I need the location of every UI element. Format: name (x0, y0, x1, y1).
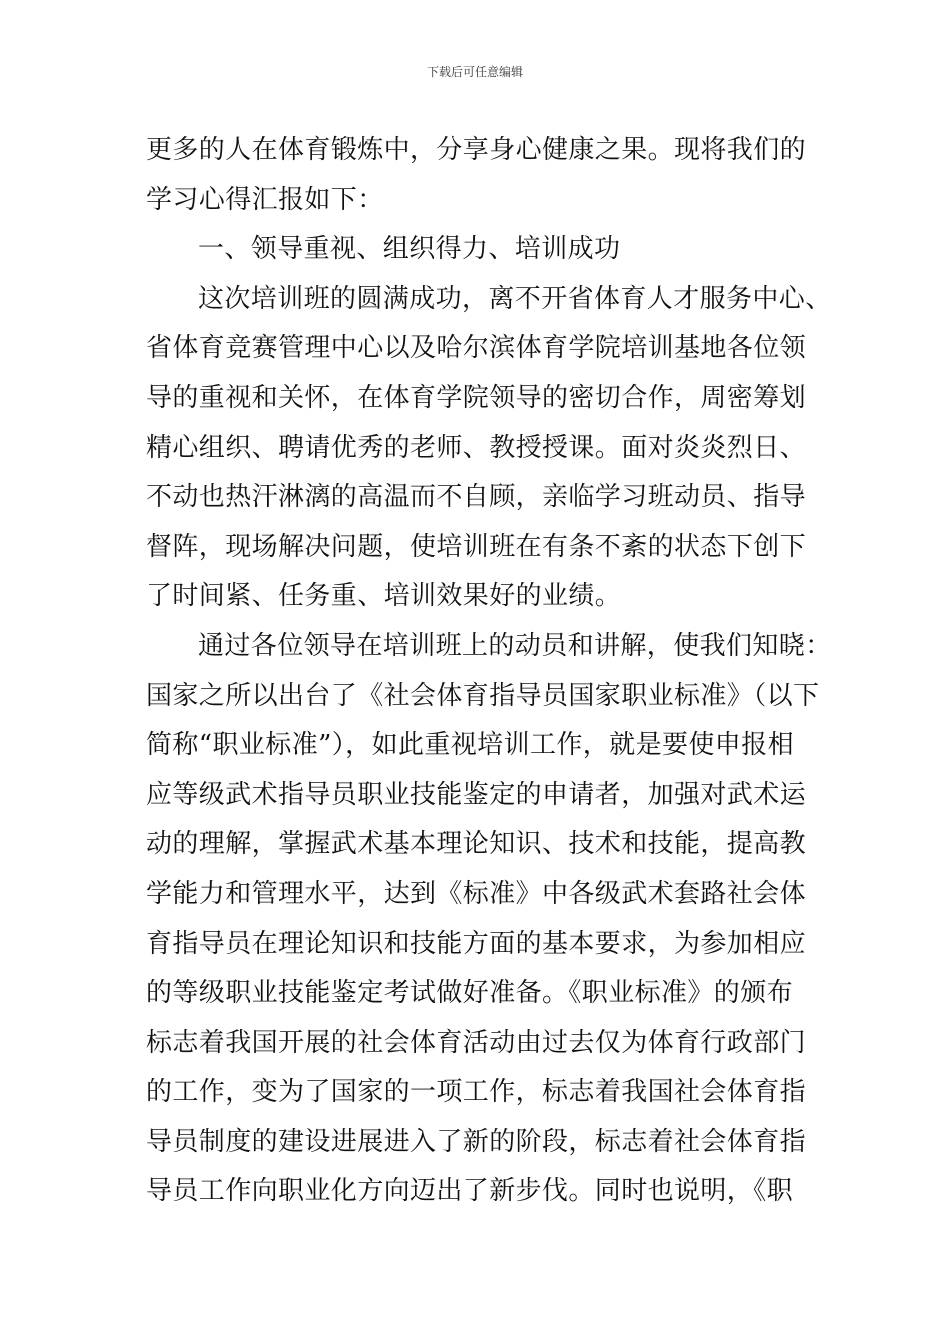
section-heading: 一、领导重视、组织得力、培训成功 (198, 234, 621, 265)
text-line: 不动也热汗淋漓的高温而不自顾，亲临学习班动员、指导 (146, 482, 807, 513)
text-line: 应等级武术指导员职业技能鉴定的申请者，加强对武术运 (146, 779, 807, 810)
paragraph-start: 通过各位领导在培训班上的动员和讲解，使我们知晓： (198, 630, 832, 661)
text-line: 精心组织、聘请优秀的老师、教授授课。面对炎炎烈日、 (146, 432, 807, 463)
document-body (146, 126, 832, 1217)
text-line: 了时间紧、任务重、培训效果好的业绩。 (146, 581, 622, 612)
paragraph-start: 这次培训班的圆满成功，离不开省体育人才服务中心、 (198, 283, 832, 314)
text-line: 的工作，变为了国家的一项工作，标志着我国社会体育指 (146, 1077, 807, 1108)
text-line: 的等级职业技能鉴定考试做好准备。《职业标准》的颁布 (146, 978, 794, 1009)
text-line: 简称“职业标准”），如此重视培训工作，就是要使申报相 (146, 730, 794, 761)
page-header-note: 下载后可任意编辑 (426, 65, 523, 79)
text-line: 国家之所以出台了《社会体育指导员国家职业标准》（以下 (146, 680, 820, 711)
text-line: 导员工作向职业化方向迈出了新步伐。同时也说明，《职 (146, 1176, 794, 1207)
text-line: 导员制度的建设进展进入了新的阶段，标志着社会体育指 (146, 1126, 807, 1157)
text-line: 导的重视和关怀，在体育学院领导的密切合作，周密筹划 (146, 382, 807, 413)
text-line: 省体育竞赛管理中心以及哈尔滨体育学院培训基地各位领 (146, 333, 807, 364)
text-line: 学习心得汇报如下： (146, 184, 384, 215)
text-line: 标志着我国开展的社会体育活动由过去仅为体育行政部门 (146, 1027, 807, 1058)
text-line: 动的理解，掌握武术基本理论知识、技术和技能，提高教 (146, 829, 807, 860)
text-line: 学能力和管理水平，达到《标准》中各级武术套路社会体 (146, 878, 807, 909)
text-line: 督阵，现场解决问题，使培训班在有条不紊的状态下创下 (146, 531, 807, 562)
text-line: 育指导员在理论知识和技能方面的基本要求，为参加相应 (146, 928, 807, 959)
text-line: 更多的人在体育锻炼中，分享身心健康之果。现将我们的 (146, 135, 807, 165)
